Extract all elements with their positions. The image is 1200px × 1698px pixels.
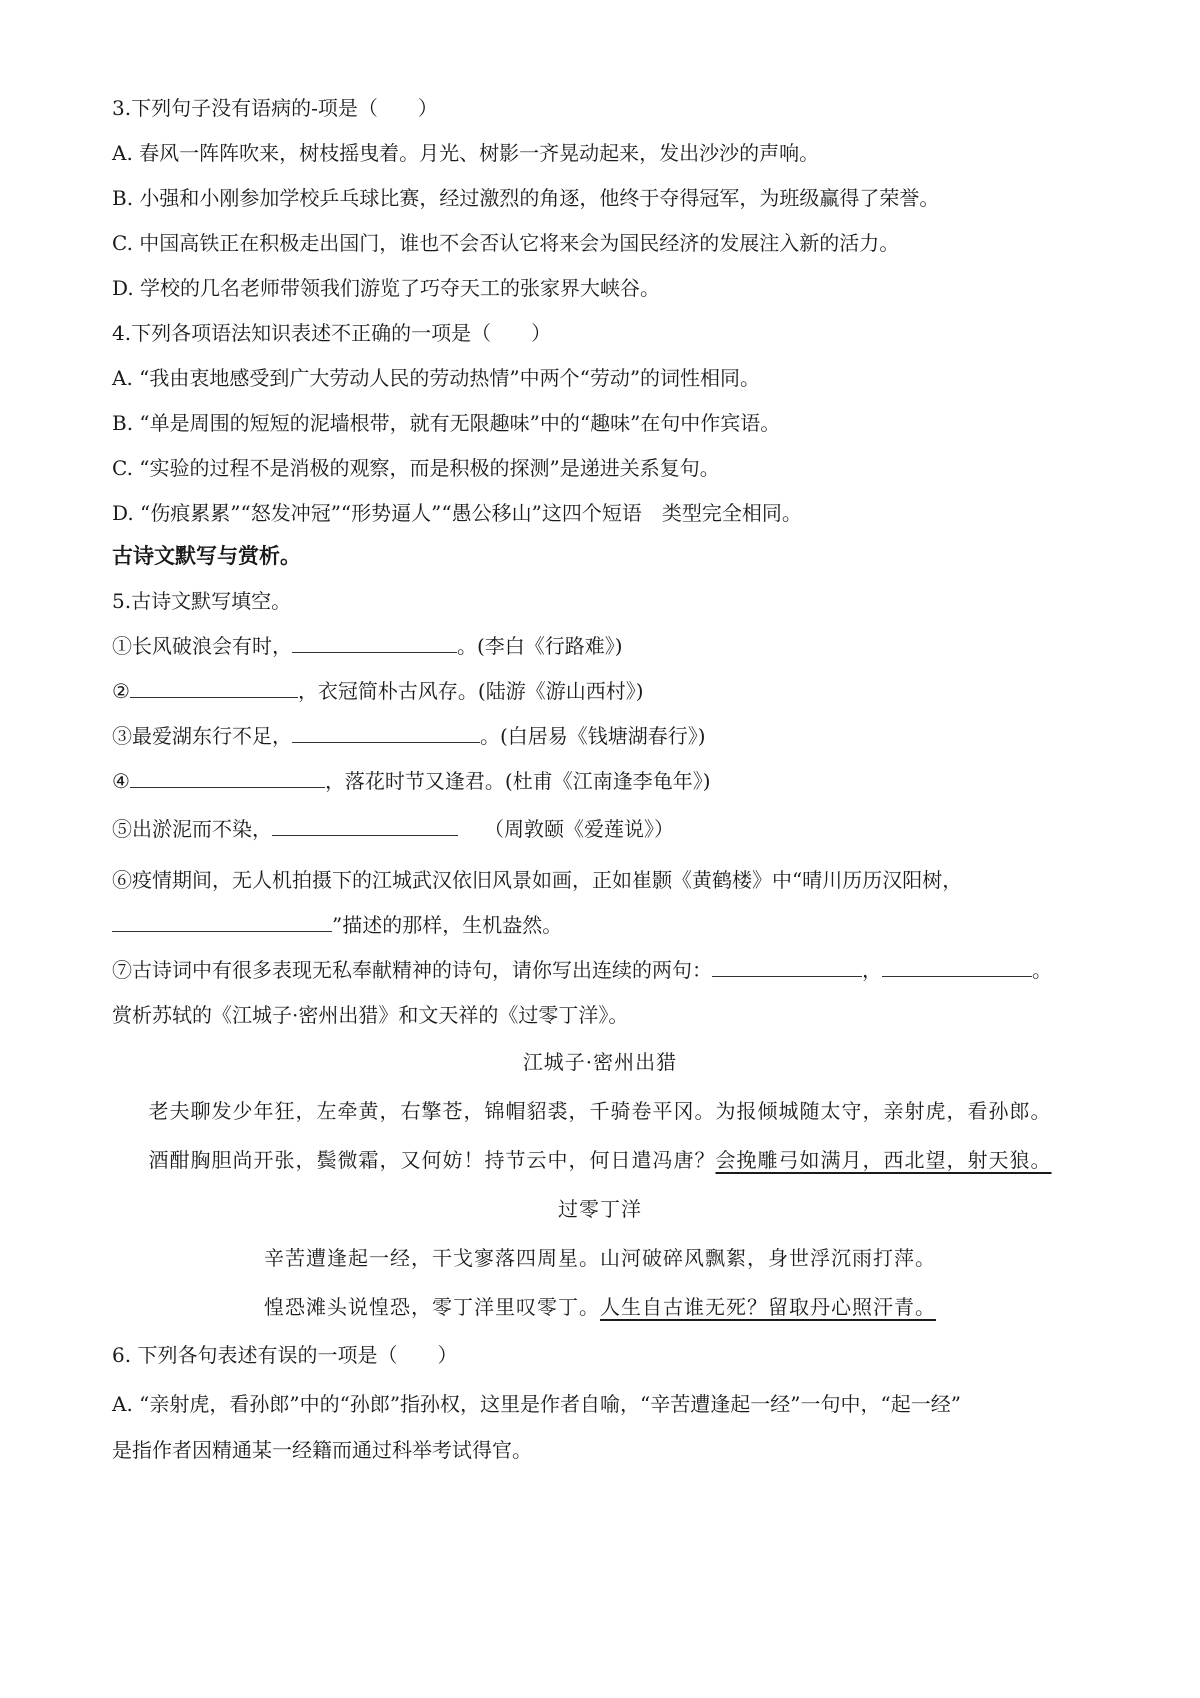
- q6-option-a-line1: A. “亲射虎，看孙郎”中的“孙郎”指孙权，这里是作者自喻，“辛苦遭逢起一经”一句中，“起一经”: [112, 1392, 961, 1416]
- q5-item-4: [112, 767, 711, 795]
- q6-option-a-line2: 是指作者因精通某一经籍而通过科举考试得官。: [112, 1438, 532, 1462]
- q5-item-6-line2: [112, 911, 562, 939]
- q5-item-1-prefix: ①长风破浪会有时，: [112, 634, 292, 658]
- answer-blank-1[interactable]: [292, 632, 457, 653]
- q4-option-c: C. “实验的过程不是消极的观察，而是积极的探测”是递进关系复句。: [112, 456, 720, 480]
- q4-stem: 4.下列各项语法知识表述不正确的一项是（ ）: [112, 321, 552, 345]
- q5-item-5-suffix: （周敦颐《爱莲说》）: [484, 817, 674, 841]
- answer-blank-7a[interactable]: [712, 956, 862, 977]
- q3-option-d: D. 学校的几名老师带领我们游览了巧夺天工的张家界大峡谷。: [112, 276, 661, 300]
- q5-item-5-prefix: ⑤出淤泥而不染，: [112, 817, 272, 841]
- q5-item-2: [112, 677, 644, 705]
- poem1-title: 江城子·密州出猎: [522, 1050, 678, 1074]
- answer-blank-2[interactable]: [130, 677, 298, 698]
- q5-item-4-suffix: ，落花时节又逢君。(杜甫《江南逢李龟年》): [324, 769, 711, 793]
- q3-option-b: B. 小强和小刚参加学校乒乓球比赛，经过激烈的角逐，他终于夺得冠军，为班级赢得了荣誉。: [112, 186, 940, 210]
- q3-stem: 3.下列句子没有语病的-项是（ ）: [112, 96, 438, 120]
- poem2-line2-plain: 惶恐滩头说惶恐，零丁洋里叹零丁。: [264, 1295, 600, 1319]
- q5-item-3-suffix: 。(白居易《钱塘湖春行》): [480, 724, 706, 748]
- answer-blank-7b[interactable]: [882, 956, 1032, 977]
- poem2-line2-underlined: 人生自古谁无死？留取丹心照汗青。: [600, 1295, 936, 1319]
- q5-item-3: [112, 722, 706, 750]
- appreciation-intro: 赏析苏轼的《江城子·密州出猎》和文天祥的《过零丁洋》。: [112, 1003, 629, 1027]
- q5-item-7-period: 。: [1032, 958, 1052, 982]
- poem1-line2: [0, 1146, 1200, 1174]
- q5-item-1: [112, 632, 623, 660]
- q5-item-4-prefix: ④: [112, 769, 130, 793]
- answer-blank-4[interactable]: [130, 767, 325, 788]
- q5-item-1-suffix: 。(李白《行路难》): [457, 634, 623, 658]
- q5-stem: 5.古诗文默写填空。: [112, 589, 292, 613]
- q5-item-3-prefix: ③最爱湖东行不足，: [112, 724, 292, 748]
- poem1-line1: 老夫聊发少年狂，左牵黄，右擎苍，锦帽貂裘，千骑卷平冈。为报倾城随太守，亲射虎，看孙郎。: [148, 1099, 1052, 1123]
- q3-option-a: A. 春风一阵阵吹来，树枝摇曳着。月光、树影一齐晃动起来，发出沙沙的声响。: [112, 141, 820, 165]
- q5-item-2-prefix: ②: [112, 679, 130, 703]
- poem1-line2-underlined: 会挽雕弓如满月，西北望，射天狼。: [715, 1148, 1052, 1172]
- poem2-line1: 辛苦遭逢起一经，干戈寥落四周星。山河破碎风飘絮，身世浮沉雨打萍。: [264, 1246, 936, 1270]
- q4-option-b: B. “单是周围的短短的泥墙根带，就有无限趣味”中的“趣味”在句中作宾语。: [112, 411, 781, 435]
- poem2-title: 过零丁洋: [558, 1197, 642, 1221]
- q5-item-7-comma: ，: [862, 958, 882, 982]
- answer-blank-3[interactable]: [292, 722, 480, 743]
- poem2-line2: [0, 1293, 1200, 1321]
- q5-item-7: [112, 956, 1052, 984]
- q5-item-7-prefix: ⑦古诗词中有很多表现无私奉献精神的诗句，请你写出连续的两句：: [112, 958, 712, 982]
- q5-item-6-suffix: ”描述的那样，生机盎然。: [332, 913, 563, 937]
- answer-blank-5[interactable]: [272, 815, 458, 836]
- q5-item-6-line1: ⑥疫情期间，无人机拍摄下的江城武汉依旧风景如画，正如崔颢《黄鹤楼》中“晴川历历汉阳树，: [112, 868, 963, 892]
- poem1-line2-plain: 酒酣胸胆尚开张，鬓微霜，又何妨！持节云中，何日遣冯唐？: [148, 1148, 716, 1172]
- q4-option-a: A. “我由衷地感受到广大劳动人民的劳动热情”中两个“劳动”的词性相同。: [112, 366, 761, 390]
- q5-item-2-suffix: ，衣冠简朴古风存。(陆游《游山西村》): [297, 679, 644, 703]
- q3-option-c: C. 中国高铁正在积极走出国门，谁也不会否认它将来会为国民经济的发展注入新的活力。: [112, 231, 900, 255]
- q5-item-5: [112, 815, 674, 843]
- section-title: 古诗文默写与赏析。: [112, 544, 301, 568]
- q4-option-d: D. “伤痕累累”“怒发冲冠”“形势逼人”“愚公移山”这四个短语 类型完全相同。: [112, 501, 802, 525]
- q6-stem: 6. 下列各句表述有误的一项是（ ）: [112, 1343, 458, 1367]
- answer-blank-6[interactable]: [112, 911, 332, 932]
